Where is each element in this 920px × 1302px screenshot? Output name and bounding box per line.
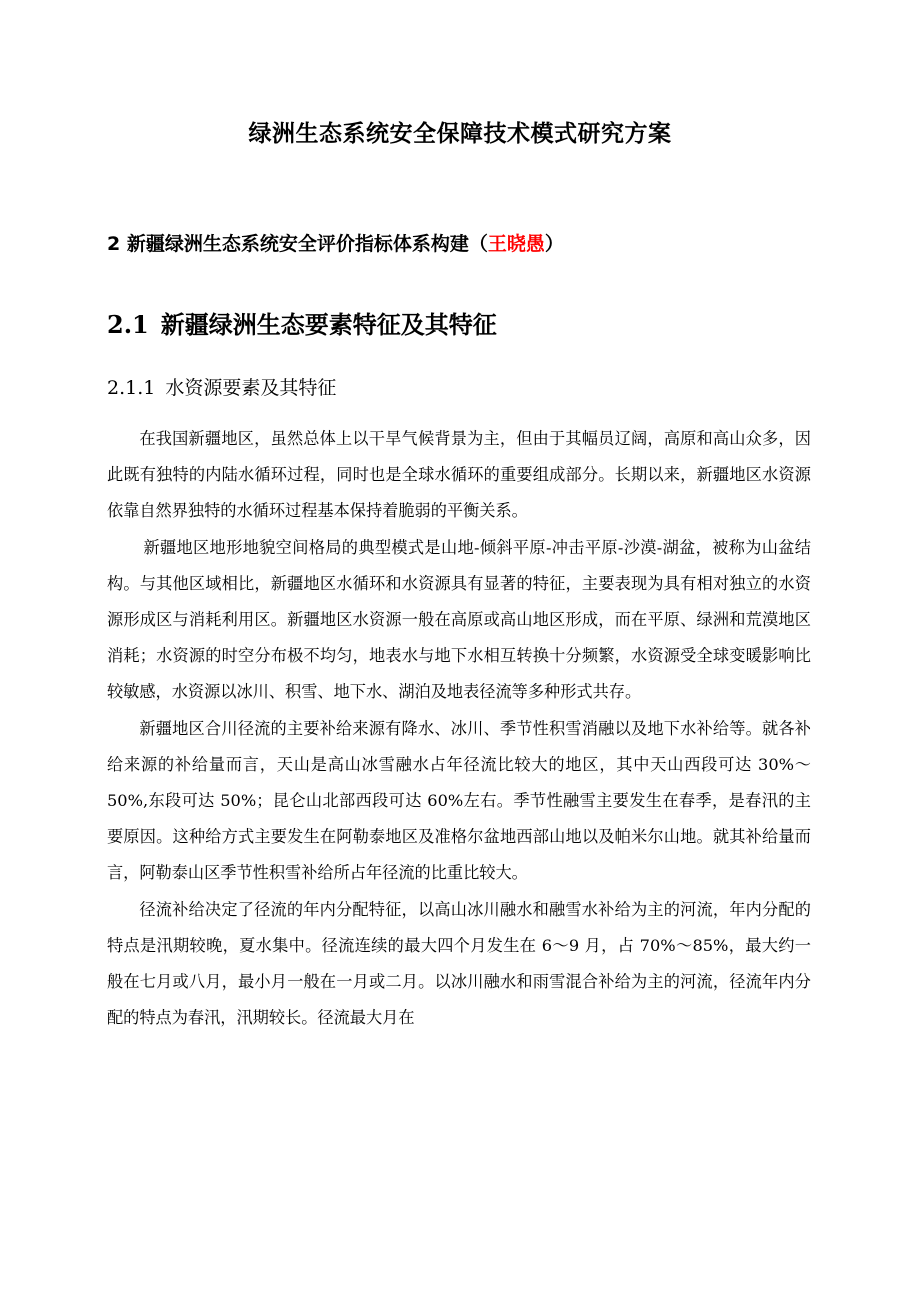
- paragraph: 径流补给决定了径流的年内分配特征，以高山冰川融水和融雪水补给为主的河流，年内分配的特点是汛期较晚，夏水集中。径流连续的最大四个月发生在 6～9 月，占 70%～85%，最大约一般在七月或八月，最小月一般在一月或二月。以冰川融水和雨雪混合补给为主的河流，径流年内分配的特点为春汛，汛期较长。径流最大月在: [107, 899, 811, 1028]
- subsubsection-number: 2.1.1: [107, 377, 156, 399]
- section-paren-open: （: [468, 233, 488, 255]
- section-paren-close: ）: [544, 233, 564, 255]
- body-text: [107, 421, 811, 1036]
- section-heading: [107, 229, 564, 256]
- subsection-number: 2.1: [107, 310, 149, 339]
- paragraph: 新疆地区合川径流的主要补给来源有降水、冰川、季节性积雪消融以及地下水补给等。就各补给来源的补给量而言，天山是高山冰雪融水占年径流比较大的地区，其中天山西段可达 30%～50%,东段可达 50%；昆仑山北部西段可达 60%左右。季节性融雪主要发生在春季，是春汛的主要原因。这种给方式主要发生在阿勒泰地区及准格尔盆地西部山地以及帕米尔山地。就其补给量而言，阿勒泰山区季节性积雪补给所占年径流的比重比较大。: [107, 718, 811, 883]
- document-title: 绿洲生态系统安全保障技术模式研究方案: [248, 121, 672, 147]
- subsection-heading: [107, 305, 497, 340]
- section-author: 王晓愚: [487, 233, 545, 255]
- subsection-title: 新疆绿洲生态要素特征及其特征: [160, 311, 497, 339]
- section-heading-text: 2 新疆绿洲生态系统安全评价指标体系构建: [107, 233, 469, 255]
- paragraph: 新疆地区地形地貌空间格局的典型模式是山地-倾斜平原-冲击平原-沙漠-湖盆，被称为山盆结构。与其他区域相比，新疆地区水循环和水资源具有显著的特征，主要表现为具有相对独立的水资源形成区与消耗利用区。新疆地区水资源一般在高原或高山地区形成，而在平原、绿洲和荒漠地区消耗；水资源的时空分布极不均匀，地表水与地下水相互转换十分频繁，水资源受全球变暖影响比较敏感，水资源以冰川、积雪、地下水、湖泊及地表径流等多种形式共存。: [107, 537, 811, 702]
- subsubsection-heading: [107, 373, 336, 400]
- subsubsection-title: 水资源要素及其特征: [165, 377, 337, 399]
- paragraph: 在我国新疆地区，虽然总体上以干旱气候背景为主，但由于其幅员辽阔，高原和高山众多，因此既有独特的内陆水循环过程，同时也是全球水循环的重要组成部分。长期以来，新疆地区水资源依靠自然界独特的水循环过程基本保持着脆弱的平衡关系。: [107, 429, 811, 521]
